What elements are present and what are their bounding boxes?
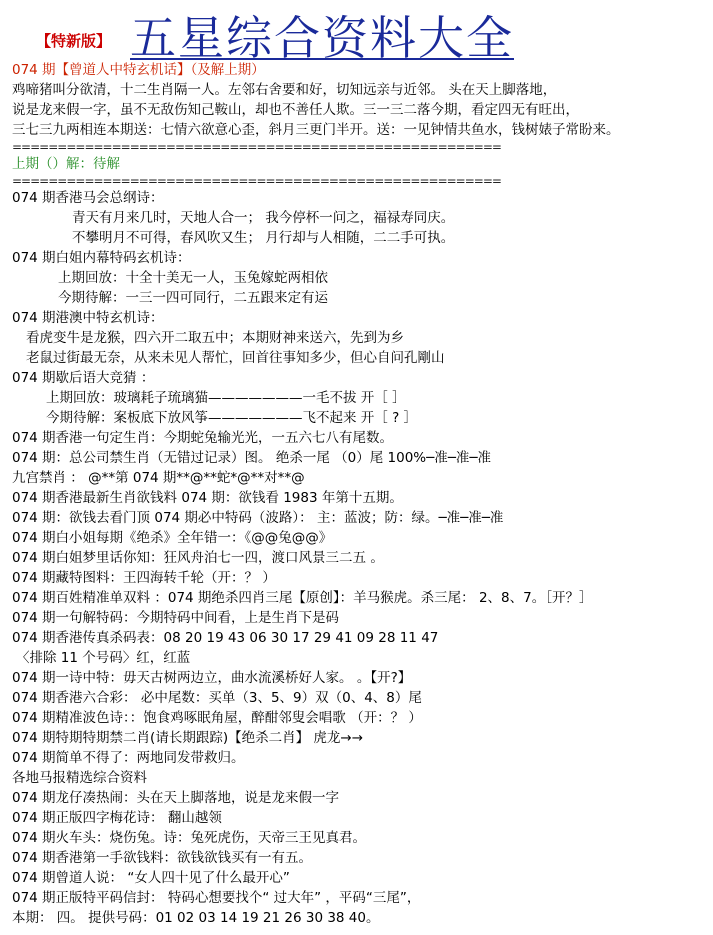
content-line: 074 期正版四字梅花诗： 翻山越领 [12, 810, 222, 826]
content-line: 本期： 四。 提供号码：01 02 03 14 19 21 26 30 38 40。 [12, 910, 380, 926]
content-line: 九宫禁肖 ： @**第 074 期**@**蛇*@**对**@ [12, 470, 305, 486]
content-line: 看虎变牛是龙猴，四六开二取五中；本期财神来送六，先到为乡 [26, 330, 404, 346]
content-line: 〈排除 11 个号码〉红，红蓝 [16, 650, 191, 666]
content-line: 074 期火车头：烧伤兔。诗：兔死虎伤，天帝三王见真君。 [12, 830, 367, 846]
content-line: 074 期白姐梦里话你知：狂风舟泊七一四，渡口风景三二五 。 [12, 550, 384, 566]
poem-line: 三七三九两相连本期送：七情六欲意心歪，斜月三更门半开。送：一见钟情共鱼水，钱树婊子常盼来。 [12, 122, 620, 138]
content-line: 074 期特期特期禁二肖(请长期跟踪)【绝杀二肖】 虎龙→→ [12, 730, 364, 746]
content-line: 各地马报精选综合资料 [12, 770, 147, 786]
content-line: 074 期曾道人说： “女人四十见了什么最开心” [12, 870, 290, 886]
content-line: 074 期歇后语大竞猜 ： [12, 370, 155, 386]
content-line: 074 期：总公司禁生肖（无错过记录）图。 绝杀一尾 （0）尾 100%─准─准─准 [12, 450, 491, 466]
content-line: 074 期藏特图料：王四海转千轮（开：？ ） [12, 570, 276, 586]
content-line: 074 期香港马会总纲诗： [12, 190, 164, 206]
content-line: 074 期简单不得了：两地同发带救归。 [12, 750, 245, 766]
content-line: 074 期香港六合彩： 必中尾数：买单（3、5、9）双（0、4、8）尾 [12, 690, 422, 706]
poem-line: 说是龙来假一字，虽不无敌伤知己鞍山，却也不善任人欺。三一三二落今期，看定四无有旺出， [12, 102, 579, 118]
content-line: 074 期白姐内幕特码玄机诗： [12, 250, 191, 266]
last-period-result: 上期（）解：待解 [12, 156, 120, 172]
content-line: 上期回放：十全十美无一人，玉兔嫁蛇两相依 [58, 270, 328, 286]
content-line: 今期待解：案板底下放风筝———————飞不起来 开［ ? ］ [46, 410, 418, 426]
content-line: 074 期精准波色诗：：饱食鸡啄眠角屋，醉酣邻叟会唱歌 （开：？ ） [12, 710, 422, 726]
content-line: 074 期正版特平码信封： 特码心想要找个“ 过大年” ，平码“三尾”， [12, 890, 421, 906]
content-line: 老鼠过街最无奈，从来未见人帮忙，回首往事知多少，但心自问孔剛山 [26, 350, 445, 366]
content-line: 今期待解：一三一四可同行，二五跟来定有运 [58, 290, 328, 306]
page-title: 五星综合资料大全 [130, 11, 514, 65]
content-line: 074 期白小姐每期《绝杀》全年错一：《@@兔@@》 [12, 530, 333, 546]
content-line: 不攀明月不可得，春风吹又生； 月行却与人相随，二二手可执。 [72, 230, 455, 246]
content-line: 074 期港澳中特玄机诗： [12, 310, 164, 326]
document-body [12, 60, 707, 928]
content-line: 074 期一诗中特：毋天古树两边立，曲水流溪桥好人家。 。【开?】 [12, 670, 412, 686]
content-line: 上期回放：玻璃耗子琉璃猫———————一毛不拔 开［ ］ [46, 390, 406, 406]
poem-line: 鸡啼猪叫分欲清，十二生肖隔一人。左邻右舍要和好，切知远亲与近邻。 头在天上脚落地， [12, 82, 557, 98]
content-lines [12, 188, 707, 928]
content-line: 074 期香港第一手欲钱料：欲钱欲钱买有一有五。 [12, 850, 313, 866]
content-line: 青天有月来几时，天地人合一； 我今停杯一问之，福禄寿同庆。 [72, 210, 455, 226]
content-line: 074 期一句解特码：今期特码中间看，上是生肖下是码 [12, 610, 340, 626]
content-line: 074 期龙仔凑热闹：头在天上脚落地，说是龙来假一字 [12, 790, 340, 806]
content-line: 074 期香港传真杀码表：08 20 19 43 06 30 17 29 41 09 28 11 47 [12, 630, 439, 646]
section-title: 074 期【曾道人中特玄机话】（及解上期） [12, 62, 265, 78]
content-line: 074 期：欲钱去看门顶 074 期必中特码（波路）： 主：蓝波；防：绿。─准─准─准 [12, 510, 504, 526]
separator: ====================================================== [12, 174, 501, 188]
content-line: 074 期香港一句定生肖：今期蛇兔输光光，一五六七八有尾数。 [12, 430, 394, 446]
separator: ====================================================== [12, 140, 501, 154]
content-line: 074 期百姓精准单双料 ：074 期绝杀四肖三尾【原创】：羊马猴虎。杀三尾： 2、8、7。［开？］ [12, 590, 593, 606]
page-header [0, 0, 713, 65]
content-line: 074 期香港最新生肖欲钱料 074 期：欲钱看 1983 年第十五期。 [12, 490, 403, 506]
edition-badge: 【特新版】 [36, 32, 112, 50]
